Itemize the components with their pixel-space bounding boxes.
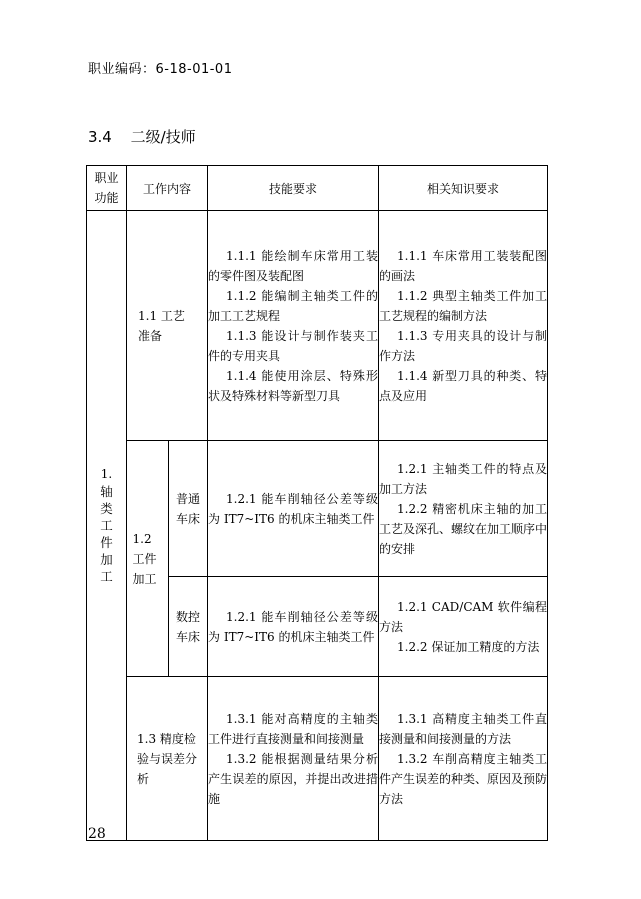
knowledge-item: 1.1.3 专用夹具的设计与制作方法 xyxy=(379,328,548,363)
function-number: 1. xyxy=(100,466,113,481)
knowledge-item: 1.1.1 车床常用工装装配图的画法 xyxy=(379,248,548,283)
knowledge-item: 1.2.2 保证加工精度的方法 xyxy=(397,639,540,654)
sub-content-cell: 普通车床 xyxy=(169,441,208,577)
knowledge-item: 1.3.2 车削高精度主轴类工件产生误差的种类、原因及预防方法 xyxy=(379,751,548,806)
knowledge-cell xyxy=(379,577,548,677)
knowledge-cell xyxy=(379,211,548,441)
sub-content-cell: 数控车床 xyxy=(169,577,208,677)
table-row xyxy=(87,211,548,441)
work-content-cell: 1.2 工件加工 xyxy=(127,441,169,677)
skill-item: 1.3.1 能对高精度的主轴类工件进行直接测量和间接测量 xyxy=(208,711,379,746)
skill-item: 1.2.1 能车削轴径公差等级为 IT7~IT6 的机床主轴类工件 xyxy=(208,609,379,644)
knowledge-cell xyxy=(379,441,548,577)
skill-item: 1.2.1 能车削轴径公差等级为 IT7~IT6 的机床主轴类工件 xyxy=(208,491,379,526)
knowledge-item: 1.2.1 CAD/CAM 软件编程方法 xyxy=(379,599,548,634)
knowledge-item: 1.1.2 典型主轴类工件加工工艺规程的编制方法 xyxy=(379,288,548,323)
knowledge-item: 1.3.1 高精度主轴类工件直接测量和间接测量的方法 xyxy=(379,711,548,746)
page-number: 28 xyxy=(88,826,106,842)
header-function: 职业功能 xyxy=(87,166,127,211)
table-row xyxy=(87,441,548,577)
skill-item: 1.1.4 能使用涂层、特殊形状及特殊材料等新型刀具 xyxy=(208,368,379,403)
skills-cell xyxy=(208,441,379,577)
section-title: 二级/技师 xyxy=(130,128,196,146)
work-content-cell: 1.3 精度检验与误差分析 xyxy=(127,677,208,841)
knowledge-cell xyxy=(379,677,548,841)
knowledge-item: 1.2.2 精密机床主轴的加工工艺及深孔、螺纹在加工顺序中的安排 xyxy=(379,501,548,556)
skills-cell xyxy=(208,211,379,441)
function-cell xyxy=(87,211,127,841)
section-heading xyxy=(88,126,196,147)
header-skills: 技能要求 xyxy=(208,166,379,211)
function-name: 轴类工件加工 xyxy=(100,483,113,584)
skill-item: 1.1.1 能绘制车床常用工装的零件图及装配图 xyxy=(208,248,379,283)
knowledge-item: 1.2.1 主轴类工件的特点及加工方法 xyxy=(379,461,548,496)
section-number: 3.4 xyxy=(88,128,112,146)
table-row xyxy=(87,677,548,841)
skills-table xyxy=(86,165,548,841)
header-work-content: 工作内容 xyxy=(127,166,208,211)
header-knowledge: 相关知识要求 xyxy=(379,166,548,211)
skills-cell xyxy=(208,577,379,677)
skill-item: 1.3.2 能根据测量结果分析产生误差的原因，并提出改进措施 xyxy=(208,751,379,806)
work-content-cell: 1.1 工艺准备 xyxy=(127,211,208,441)
knowledge-item: 1.1.4 新型刀具的种类、特点及应用 xyxy=(379,368,548,403)
skill-item: 1.1.3 能设计与制作装夹工件的专用夹具 xyxy=(208,328,379,363)
table-header-row xyxy=(87,166,548,211)
occupation-code: 职业编码：6-18-01-01 xyxy=(88,62,233,77)
skills-cell xyxy=(208,677,379,841)
skill-item: 1.1.2 能编制主轴类工件的加工工艺规程 xyxy=(208,288,379,323)
